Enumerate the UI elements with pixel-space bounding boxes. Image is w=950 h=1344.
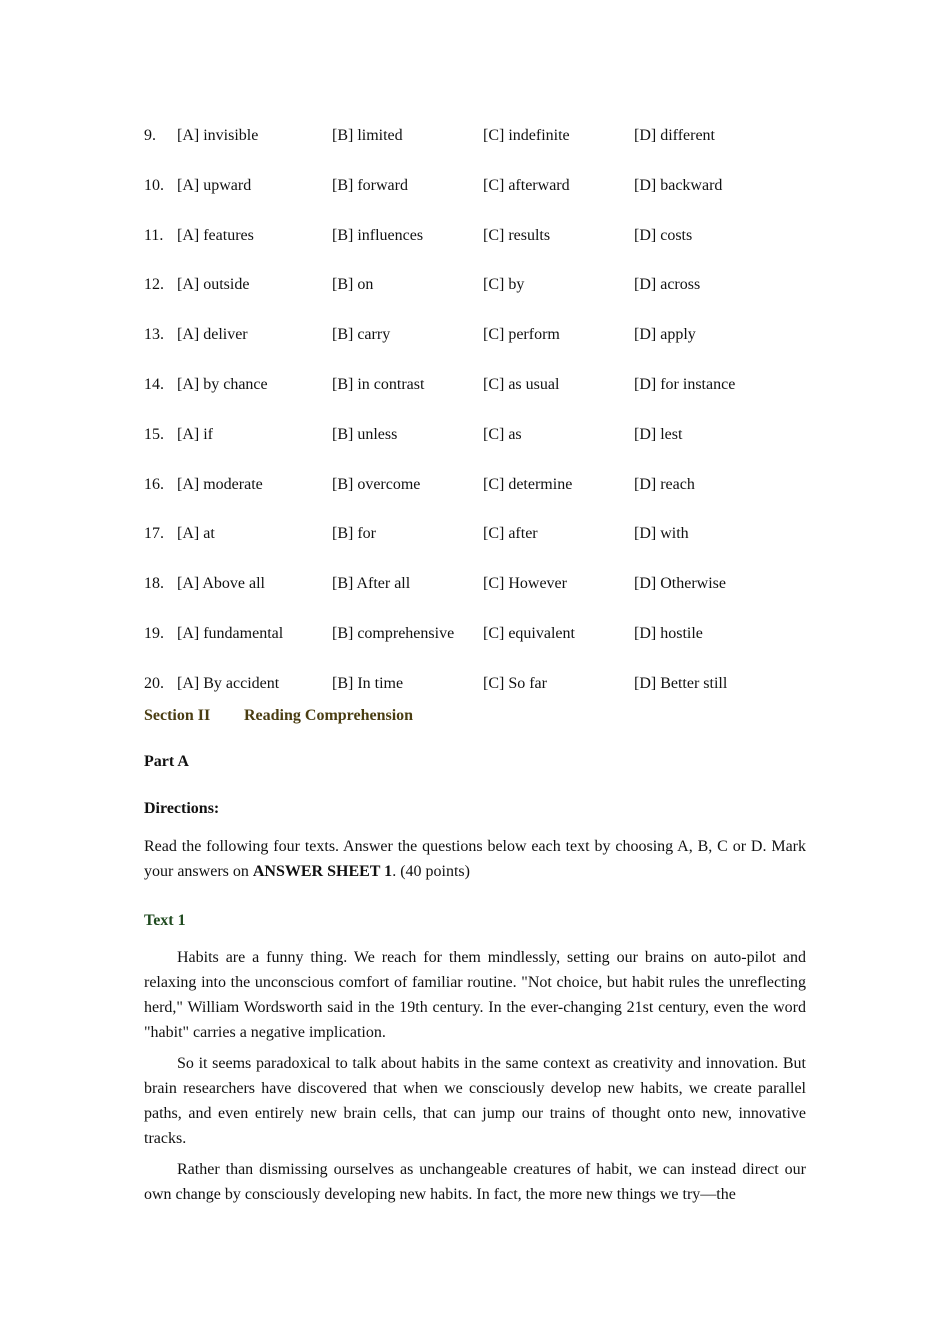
option-b: [B] In time — [332, 674, 404, 692]
part-heading: Part A — [144, 753, 189, 770]
option-a: [A] by chance — [177, 376, 268, 393]
option-c: [C] as usual — [483, 376, 560, 393]
option-b: [B] unless — [332, 425, 398, 443]
question-number: 17. — [144, 525, 164, 543]
question-number: 20. — [144, 674, 164, 692]
directions-heading: Directions: — [144, 800, 220, 817]
question-row — [144, 673, 806, 695]
question-row — [144, 623, 806, 645]
question-number: 18. — [144, 575, 164, 593]
question-number: 13. — [144, 326, 164, 344]
question-number: 10. — [144, 176, 164, 194]
option-a: [A] fundamental — [177, 625, 284, 642]
option-d: [D] different — [634, 127, 715, 144]
option-a: [A] features — [177, 226, 254, 244]
option-b: [B] for — [332, 525, 376, 543]
question-number: 14. — [144, 376, 164, 393]
option-d: [D] Otherwise — [634, 575, 726, 593]
question-number: 15. — [144, 425, 164, 443]
option-d: [D] reach — [634, 475, 695, 493]
option-d: [D] lest — [634, 425, 683, 443]
section-label: Section II — [144, 707, 211, 724]
question-row — [144, 573, 806, 595]
question-number: 9. — [144, 127, 156, 144]
option-b: [B] comprehensive — [332, 625, 455, 642]
question-row — [144, 474, 806, 496]
option-c: [C] after — [483, 525, 538, 543]
answer-sheet-label: ANSWER SHEET 1 — [252, 863, 393, 880]
directions-text: Read the following four texts. Answer the questions below each text by choosing A, B, C or D. Mark your answers on ANSWER SHEET 1. (40 points) — [144, 838, 806, 880]
option-d: [D] hostile — [634, 625, 703, 642]
option-b: [B] After all — [332, 575, 411, 593]
option-b: [B] in contrast — [332, 376, 425, 393]
option-b: [B] carry — [332, 326, 391, 344]
option-c: [C] afterward — [483, 176, 570, 194]
option-d: [D] with — [634, 525, 689, 543]
text1-heading: Text 1 — [144, 912, 186, 929]
option-b: [B] overcome — [332, 475, 421, 493]
option-a: [A] Above all — [177, 575, 265, 593]
option-c: [C] So far — [483, 674, 547, 692]
option-a: [A] invisible — [177, 127, 259, 144]
section-title: Reading Comprehension — [244, 707, 414, 724]
question-row — [144, 523, 806, 545]
question-row — [144, 374, 806, 396]
question-number: 19. — [144, 625, 164, 642]
option-b: [B] limited — [332, 127, 403, 144]
option-a: [A] moderate — [177, 475, 263, 493]
section-heading — [144, 705, 414, 727]
option-d: [D] costs — [634, 226, 693, 244]
option-d: [D] apply — [634, 326, 696, 344]
option-a: [A] By accident — [177, 674, 280, 692]
paragraph: Habits are a funny thing. We reach for them mindlessly, setting our brains on auto-pilot and relaxing into the unconscious comfort of familiar routine. "Not choice, but habit rules the unreflecting herd," William Wordsworth said in the 19th century. In the ever-changing 21st century, even the word "habit" carries a negative implication. — [144, 949, 806, 1041]
option-d: [D] across — [634, 276, 701, 294]
question-row — [144, 175, 806, 197]
question-row — [144, 424, 806, 446]
paragraph: So it seems paradoxical to talk about habits in the same context as creativity and innovation. But brain researchers have discovered that when we consciously develop new habits, we create parallel paths, and even entirely new brain cells, that can jump our trains of thought onto new, innovative tracks. — [144, 1055, 806, 1147]
option-d: [D] for instance — [634, 376, 736, 393]
option-d: [D] Better still — [634, 674, 728, 692]
option-b: [B] forward — [332, 176, 408, 194]
question-row — [144, 274, 806, 296]
option-a: [A] at — [177, 525, 215, 543]
option-c: [C] by — [483, 276, 525, 294]
question-number: 11. — [144, 226, 164, 244]
option-c: [C] equivalent — [483, 625, 575, 642]
option-a: [A] upward — [177, 176, 252, 194]
paragraph: Rather than dismissing ourselves as unchangeable creatures of habit, we can instead direct our own change by consciously developing new habits. In fact, the more new things we try—the — [144, 1161, 806, 1203]
option-c: [C] However — [483, 575, 567, 593]
option-a: [A] deliver — [177, 326, 248, 344]
option-c: [C] determine — [483, 475, 573, 493]
option-c: [C] perform — [483, 326, 560, 344]
option-c: [C] indefinite — [483, 127, 570, 144]
option-c: [C] as — [483, 425, 522, 443]
option-d: [D] backward — [634, 176, 723, 194]
question-row — [144, 125, 806, 147]
option-b: [B] influences — [332, 226, 424, 244]
question-row — [144, 225, 806, 247]
question-number: 12. — [144, 276, 164, 294]
question-row — [144, 324, 806, 346]
question-number: 16. — [144, 475, 164, 493]
option-a: [A] outside — [177, 276, 250, 294]
option-c: [C] results — [483, 226, 551, 244]
option-a: [A] if — [177, 425, 213, 443]
option-b: [B] on — [332, 276, 374, 294]
